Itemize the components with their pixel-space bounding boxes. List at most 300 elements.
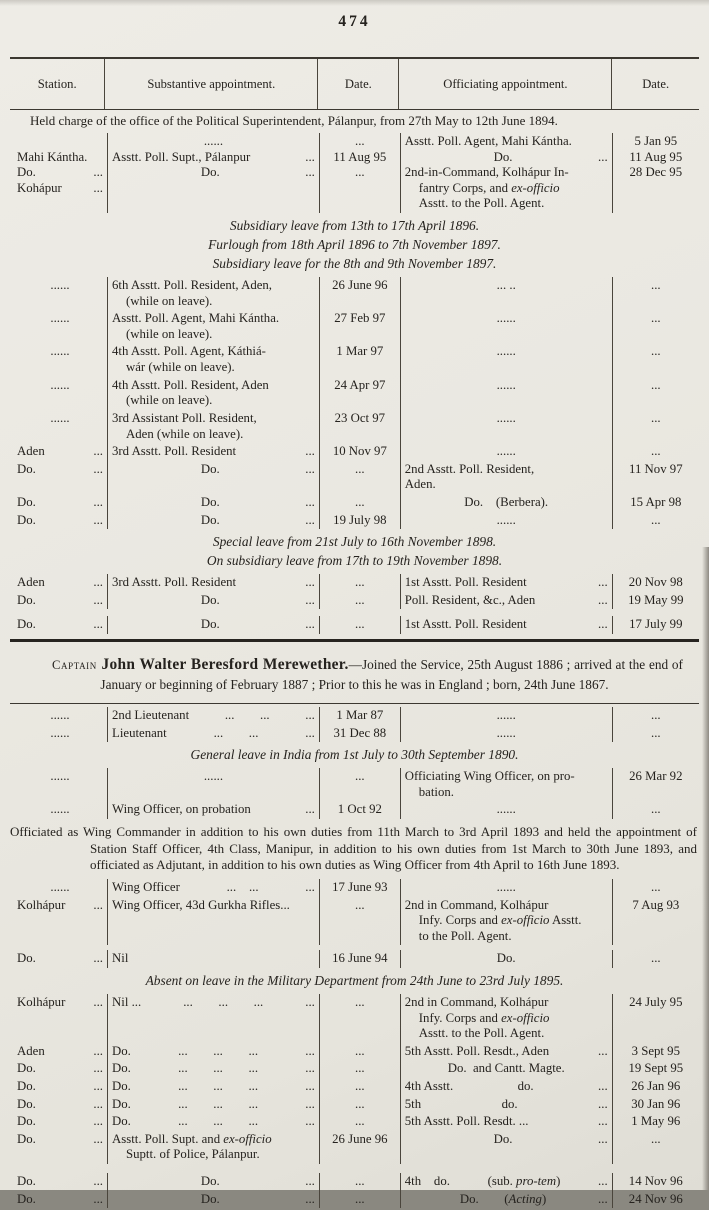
cell-line: ... (651, 725, 661, 740)
cell-substantive (107, 343, 319, 376)
cell-date1 (319, 512, 400, 530)
table-row (10, 574, 699, 592)
cell-date1 (319, 950, 400, 968)
cell-line: ... (355, 592, 365, 607)
table-row (10, 768, 699, 801)
cell-line: Do. (Berbera). (464, 494, 549, 509)
cell-date1 (319, 277, 400, 310)
rows-block (10, 766, 699, 821)
cell-officiating (400, 494, 612, 512)
cell-line: ...... (50, 344, 70, 359)
table-row (10, 1113, 699, 1131)
cell-line: ...... (496, 725, 516, 740)
cell-line: Aden ... (17, 444, 104, 459)
cell-line: 4th Asstt. Poll. Agent, Káthiá- (112, 344, 266, 359)
cell-station (10, 897, 107, 946)
cell-line: Do. ... (200, 461, 315, 476)
leave-note: Absent on leave in the Military Department from 24th June to 23rd July 1895. (145, 973, 564, 988)
cell-line: ... (355, 461, 365, 476)
cell-line: 19 Sept 95 (628, 1061, 684, 1076)
scan-shadow-right (702, 547, 709, 1190)
cell-line: Do. ... (200, 512, 315, 527)
cell-line: Asstt. Poll. Agent, Mahi Kántha. (404, 134, 572, 148)
cell-station (10, 1131, 107, 1164)
cell-line: Nil (112, 951, 129, 966)
cell-substantive (107, 1191, 319, 1209)
cell-line: ...... (496, 377, 516, 392)
cell-line: Do. ... ... ... ... (112, 1043, 315, 1058)
cell-date2 (612, 377, 699, 410)
cell-line: bation. (418, 784, 454, 799)
table-row (10, 616, 699, 634)
cell-line: ... (355, 995, 365, 1009)
cell-line: ...... (50, 377, 70, 392)
cell-line: to the Poll. Agent. (418, 928, 512, 943)
cell-station (10, 277, 107, 310)
cell-line: 26 June 96 (332, 1131, 388, 1146)
cell-line: Do. ... (200, 494, 315, 509)
cell-officiating (400, 592, 612, 610)
cell-line: Do. ... (17, 951, 104, 966)
cell-line: ... (355, 897, 365, 912)
cell-station (10, 410, 107, 443)
cell-line: 1 Oct 92 (337, 802, 382, 817)
cell-substantive (107, 1173, 319, 1191)
cell-station (10, 343, 107, 376)
table-row (10, 707, 699, 725)
cell-line: Asstt. to the Poll. Agent. (418, 196, 545, 211)
cell-line: Do. ... ... ... ... (112, 1096, 315, 1111)
cell-officiating (400, 1131, 612, 1164)
col-header-date-2: Date. (611, 59, 699, 109)
leave-note: General leave in India from 1st July to 30th September 1890. (190, 747, 519, 763)
cell-line: ... (355, 575, 365, 590)
cell-line: Do. ... ... ... ... (112, 1061, 315, 1076)
cell-line: ... (651, 802, 661, 817)
cell-line: 5th do. ... (404, 1096, 608, 1111)
cell-line: ...... (50, 278, 70, 293)
cell-station (10, 592, 107, 610)
cell-station (10, 725, 107, 743)
cell-date2 (612, 494, 699, 512)
cell-line: ...... (496, 512, 516, 527)
cell-officiating (400, 512, 612, 530)
cell-date2 (612, 592, 699, 610)
cell-line: 20 Nov 98 (628, 575, 683, 590)
cell-station (10, 707, 107, 725)
cell-station (10, 512, 107, 530)
cell-date1 (319, 707, 400, 725)
cell-line: ... (651, 444, 661, 459)
cell-officiating (400, 343, 612, 376)
table-row (10, 310, 699, 343)
table-row (10, 950, 699, 968)
cell-date2 (612, 801, 699, 819)
cell-line: 26 Mar 92 (629, 769, 683, 784)
cell-substantive (107, 1096, 319, 1114)
cell-line: ...... (50, 725, 70, 740)
cell-line: Aden ... (17, 575, 104, 590)
cell-officiating (400, 950, 612, 968)
table-row (10, 443, 699, 461)
cell-officiating (400, 377, 612, 410)
biography-text: —Joined the Service, 25th August 1886 ; arrived at the end of January or beginning of February 1887 ; Prior to this he was in England ; born, 24th June 1867. (100, 657, 683, 692)
table-row (10, 1191, 699, 1209)
cell-station (10, 768, 107, 801)
cell-line: Kohápur ... (17, 180, 104, 195)
cell-line: ...... (496, 311, 516, 326)
cell-line: ... (651, 879, 661, 894)
table-row (10, 1060, 699, 1078)
cell-line: 4th do. (sub. pro-tem) ... (404, 1174, 608, 1189)
cell-line: Wing Officer, 43d Gurkha Rifles... (112, 897, 290, 912)
cell-substantive (107, 377, 319, 410)
cell-officiating (400, 1060, 612, 1078)
cell-line: Do. ... (200, 617, 315, 632)
cell-line: 1 Mar 97 (336, 344, 384, 359)
cell-line: Do. ... (493, 1131, 608, 1146)
cell-date1 (319, 1078, 400, 1096)
cell-date1 (319, 768, 400, 801)
cell-line: Do. ... (17, 592, 104, 607)
cell-officiating (400, 1078, 612, 1096)
cell-officiating (400, 616, 612, 634)
officer-biography (10, 646, 699, 701)
cell-line: 19 July 98 (333, 512, 387, 527)
cell-substantive (107, 494, 319, 512)
cell-substantive (107, 461, 319, 494)
cell-date2 (612, 343, 699, 376)
cell-line: ...... (203, 769, 224, 784)
cell-date1 (319, 1173, 400, 1191)
cell-date1 (319, 592, 400, 610)
cell-line: Wing Officer, on probation ... (112, 802, 315, 817)
cell-date1 (319, 1043, 400, 1061)
cell-line: ...... (496, 879, 516, 894)
cell-line: 24 Nov 96 (628, 1191, 683, 1206)
cell-officiating (400, 707, 612, 725)
table-row (10, 494, 699, 512)
cell-date2 (612, 707, 699, 725)
table-row (10, 1131, 699, 1164)
cell-line: 11 Aug 95 (333, 149, 387, 164)
leave-note: Subsidiary leave from 13th to 17th April 1896. (229, 218, 480, 234)
cell-date2 (612, 310, 699, 343)
cell-line: ...... (203, 134, 224, 148)
cell-line: 26 June 96 (332, 278, 388, 293)
cell-officiating (400, 277, 612, 310)
cell-date2 (612, 950, 699, 968)
cell-substantive (107, 1113, 319, 1131)
cell-date2 (612, 443, 699, 461)
cell-line: ... (651, 708, 661, 723)
service-note: Officiated as Wing Commander in addition to his own duties from 11th March to 3rd April 1893 and held the appointment of Station Staff Officer, 4th Class, Manipur, in addition to his own duties from 1st March to 30th June 1893, and officiated as Adjutant, in addition to his own duties as Wing Officer from 4th April to 16th June 1893. (10, 824, 697, 873)
cell-date1 (319, 1096, 400, 1114)
cell-line: ... (355, 1061, 365, 1076)
cell-substantive (107, 592, 319, 610)
cell-substantive (107, 310, 319, 343)
cell-substantive (107, 443, 319, 461)
leave-note: Subsidiary leave for the 8th and 9th November 1897. (212, 256, 497, 272)
cell-station (10, 574, 107, 592)
cell-line: ...... (50, 769, 70, 784)
cell-officiating (400, 461, 612, 494)
cell-line: 3 Sept 95 (631, 1043, 680, 1058)
cell-date1 (319, 494, 400, 512)
col-header-date-1: Date. (317, 59, 398, 109)
cell-date2 (612, 1060, 699, 1078)
cell-date2 (612, 461, 699, 494)
cell-line: Kolhápur ... (17, 897, 104, 912)
cell-line: ...... (50, 410, 70, 425)
cell-line: Do. ... (17, 617, 104, 632)
cell-substantive (107, 277, 319, 310)
cell-line: Officiating Wing Officer, on pro- (404, 769, 575, 784)
cell-date2 (612, 133, 699, 213)
cell-line: ...... (50, 311, 70, 326)
cell-line: Do. ... (17, 512, 104, 527)
cell-date1 (319, 879, 400, 897)
cell-substantive (107, 1060, 319, 1078)
cell-line: 30 Jan 96 (631, 1096, 681, 1111)
cell-substantive (107, 1078, 319, 1096)
cell-line: Aden (while on leave). (126, 426, 244, 441)
cell-officiating (400, 1096, 612, 1114)
cell-station (10, 994, 107, 1043)
cell-date1 (319, 574, 400, 592)
cell-line: Asstt. Poll. Agent, Mahi Kántha. (112, 311, 280, 326)
cell-officiating (400, 410, 612, 443)
cell-date2 (612, 574, 699, 592)
cell-line: 11 Aug 95 (629, 149, 683, 164)
cell-line: 17 June 93 (332, 879, 388, 894)
cell-date1 (319, 133, 400, 213)
cell-line: 31 Dec 88 (333, 725, 387, 740)
cell-line: 15 Apr 98 (630, 494, 682, 509)
cell-line: 27 Feb 97 (334, 311, 386, 326)
cell-station (10, 494, 107, 512)
cell-substantive (107, 994, 319, 1043)
cell-station (10, 1043, 107, 1061)
cell-date1 (319, 897, 400, 946)
cell-substantive (107, 133, 319, 213)
cell-line: ... (355, 1114, 365, 1129)
rows-block (10, 877, 699, 970)
cell-line: Do. (Acting) ... (459, 1191, 608, 1206)
cell-line: ... (355, 769, 365, 784)
cell-officiating (400, 801, 612, 819)
cell-line: 4th Asstt. Poll. Resident, Aden (112, 377, 269, 392)
table-row (10, 1078, 699, 1096)
cell-officiating (400, 768, 612, 801)
cell-line: Nil ... ... ... ... ... (112, 995, 315, 1009)
cell-line: ... (355, 617, 365, 632)
cell-substantive (107, 616, 319, 634)
cell-line: Do. ... (17, 1061, 104, 1076)
cell-line: 2nd-in-Command, Kolhápur In- (404, 165, 569, 180)
cell-officiating (400, 1043, 612, 1061)
cell-line: ...... (496, 410, 516, 425)
cell-line: 3rd Assistant Poll. Resident, (112, 410, 257, 425)
table-row (10, 1043, 699, 1061)
cell-line: ... (355, 1191, 365, 1206)
cell-date1 (319, 343, 400, 376)
table-row (10, 512, 699, 530)
table-row (10, 410, 699, 443)
cell-station (10, 1078, 107, 1096)
cell-substantive (107, 725, 319, 743)
cell-station (10, 1191, 107, 1209)
table-row (10, 801, 699, 819)
cell-line: 3rd Asstt. Poll. Resident ... (112, 575, 315, 590)
section-divider (10, 639, 699, 642)
cell-line: (while on leave). (126, 393, 213, 408)
cell-officiating (400, 994, 612, 1043)
table-row (10, 133, 699, 213)
cell-line: ...... (50, 708, 70, 723)
cell-line: Mahi Kántha. (17, 149, 88, 164)
cell-substantive (107, 574, 319, 592)
cell-line: ... (651, 278, 661, 293)
cell-line: 6th Asstt. Poll. Resident, Aden, (112, 278, 272, 293)
cell-date1 (319, 461, 400, 494)
cell-date2 (612, 277, 699, 310)
cell-officiating (400, 1113, 612, 1131)
cell-line: Infy. Corps and ex-officio Asstt. (418, 913, 582, 928)
cell-line: Do. ... ... ... ... (112, 1114, 315, 1129)
cell-officiating (400, 443, 612, 461)
cell-line: ... (355, 494, 365, 509)
service-record-table (10, 57, 699, 1210)
cell-date1 (319, 1131, 400, 1164)
cell-line: ... (651, 1131, 661, 1146)
cell-officiating (400, 897, 612, 946)
cell-substantive (107, 801, 319, 819)
cell-line: ... (355, 165, 365, 180)
leave-note: Special leave from 21st July to 16th November 1898. (212, 534, 497, 550)
cell-line: ... (651, 311, 661, 326)
cell-line: 28 Dec 95 (629, 165, 683, 180)
cell-line: Do. ... (493, 149, 608, 164)
cell-officiating (400, 1173, 612, 1191)
cell-line: Do. ... (17, 1191, 104, 1206)
cell-officiating (400, 310, 612, 343)
table-top-rule (10, 703, 699, 704)
cell-line: Do. ... (17, 461, 104, 476)
cell-date2 (612, 879, 699, 897)
cell-line: 19 May 99 (628, 592, 684, 607)
cell-line: (while on leave). (126, 326, 213, 341)
table-row (10, 377, 699, 410)
cell-date2 (612, 1173, 699, 1191)
cell-line: ...... (50, 802, 70, 817)
cell-substantive (107, 1043, 319, 1061)
cell-station (10, 461, 107, 494)
col-header-substantive: Substantive appointment. (104, 59, 317, 109)
cell-substantive (107, 512, 319, 530)
cell-station (10, 133, 107, 213)
cell-line: Kolhápur ... (17, 995, 104, 1009)
cell-line: ... (355, 1079, 365, 1094)
table-row (10, 1096, 699, 1114)
cell-line: ... (355, 134, 365, 148)
cell-line: Aden. (404, 477, 436, 492)
charge-note: Held charge of the office of the Political Superintendent, Pálanpur, from 27th May to 12th June 1894. (30, 113, 558, 128)
cell-line: Lieutenant ... ... ... (112, 725, 315, 740)
cell-line: Do. ... (17, 1131, 104, 1146)
rows-block (10, 705, 699, 744)
cell-line: (while on leave). (126, 293, 213, 308)
officer-rank: Captain (52, 658, 97, 673)
table-row (10, 879, 699, 897)
cell-date2 (612, 616, 699, 634)
cell-line: Do. and Cantt. Magte. (447, 1061, 565, 1076)
cell-line: 2nd Lieutenant ... ... ... (112, 708, 315, 723)
cell-substantive (107, 768, 319, 801)
cell-line: Infy. Corps and ex-officio (418, 1010, 550, 1025)
cell-line: 23 Oct 97 (334, 410, 386, 425)
cell-date1 (319, 310, 400, 343)
cell-substantive (107, 879, 319, 897)
cell-line: ... (651, 410, 661, 425)
cell-date2 (612, 725, 699, 743)
cell-date2 (612, 1078, 699, 1096)
cell-date1 (319, 1113, 400, 1131)
cell-line: 17 July 99 (629, 617, 683, 632)
cell-line: 26 Jan 96 (631, 1079, 681, 1094)
cell-line: 10 Nov 97 (332, 444, 387, 459)
cell-line: Do. ... (17, 1114, 104, 1129)
cell-line: ...... (50, 879, 70, 894)
col-header-station: Station. (37, 76, 77, 91)
cell-line: Asstt. Poll. Supt., Pálanpur ... (112, 149, 315, 164)
table-header (10, 57, 699, 110)
cell-line: ... (355, 1043, 365, 1058)
cell-line: 16 June 94 (332, 951, 388, 966)
cell-station (10, 1173, 107, 1191)
cell-line: 5th Asstt. Poll. Resdt., Aden ... (404, 1043, 608, 1058)
table-row (10, 897, 699, 946)
cell-line: Do. ... (17, 165, 104, 180)
cell-line: 3rd Asstt. Poll. Resident ... (112, 444, 315, 459)
table-row (10, 592, 699, 610)
cell-line: 5 Jan 95 (634, 134, 678, 148)
cell-line (17, 134, 103, 150)
cell-line: ... (355, 1174, 365, 1189)
cell-station (10, 879, 107, 897)
cell-line: ... (355, 1096, 365, 1111)
cell-officiating (400, 574, 612, 592)
cell-line: ... (651, 951, 661, 966)
cell-line: ... (651, 512, 661, 527)
cell-line: Do. ... (200, 165, 315, 180)
cell-substantive (107, 950, 319, 968)
cell-line: Do. (496, 951, 516, 966)
table-row (10, 277, 699, 310)
cell-substantive (107, 707, 319, 725)
cell-line: 24 Apr 97 (334, 377, 386, 392)
cell-officiating (400, 725, 612, 743)
cell-line: 1st Asstt. Poll. Resident ... (404, 575, 608, 590)
cell-line: Do. ... (200, 592, 315, 607)
cell-station (10, 377, 107, 410)
cell-date2 (612, 1096, 699, 1114)
cell-station (10, 801, 107, 819)
cell-date1 (319, 725, 400, 743)
cell-line: ...... (496, 344, 516, 359)
cell-date1 (319, 377, 400, 410)
table-row (10, 461, 699, 494)
